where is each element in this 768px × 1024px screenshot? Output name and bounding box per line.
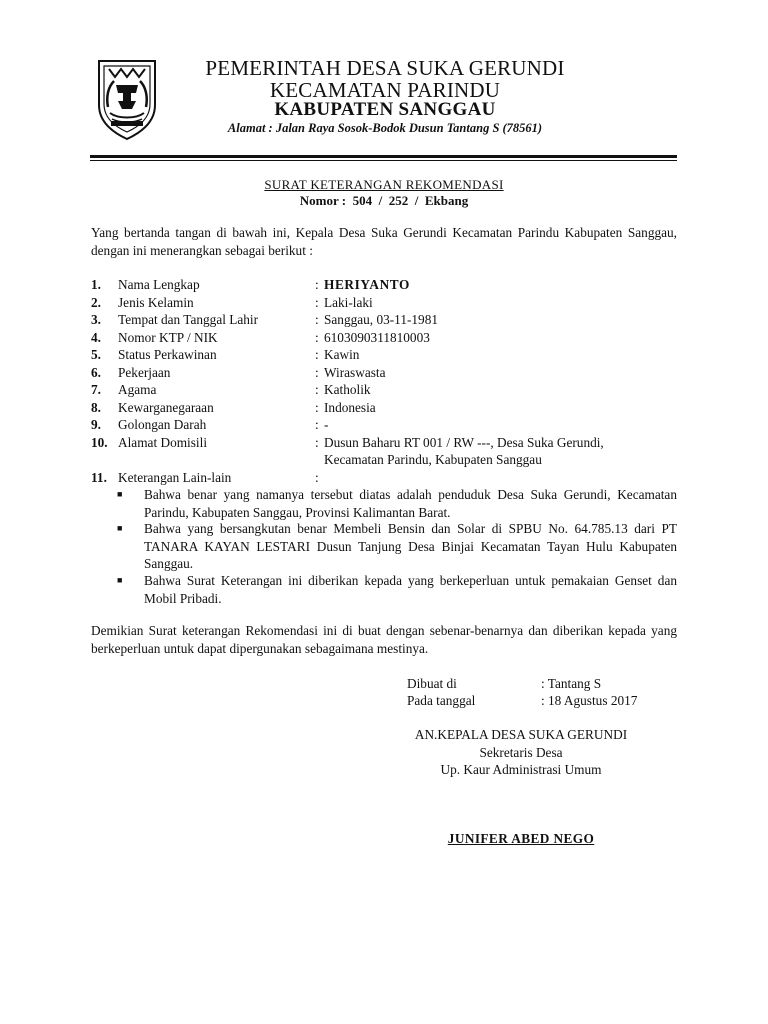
item-value: Indonesia <box>324 399 376 415</box>
item-value: - <box>324 417 329 432</box>
list-item <box>91 364 677 382</box>
item-label: Tempat dan Tanggal Lahir <box>118 312 259 327</box>
item-number: 3. <box>91 312 101 327</box>
item-colon: : <box>315 417 319 432</box>
list-item <box>91 434 677 469</box>
item-label: Keterangan Lain-lain <box>118 469 232 485</box>
bullet-text: Bahwa Surat Keterangan ini diberikan kepada yang berkeperluan untuk pemakaian Genset dan Mobil Pribadi. <box>144 573 677 606</box>
item-colon: : <box>315 294 319 310</box>
made-at-label: Dibuat di <box>407 676 457 691</box>
item-colon: : <box>315 382 319 397</box>
item-label: Jenis Kelamin <box>118 294 194 310</box>
signer-name: JUNIFER ABED NEGO <box>447 831 595 846</box>
item-value: Dusun Baharu RT 001 / RW ---, Desa Suka Gerundi, <box>324 434 604 450</box>
item-colon: : <box>315 434 319 450</box>
item-label: Status Perkawinan <box>118 347 217 362</box>
item-value-line2: Kecamatan Parindu, Kabupaten Sanggau <box>324 452 542 467</box>
list-item <box>91 469 677 487</box>
made-at-row <box>407 675 602 693</box>
list-item <box>91 294 677 312</box>
bullet-text: Bahwa benar yang namanya tersebut diatas adalah penduduk Desa Suka Gerundi, Kecamatan Parindu, Kabupaten Sanggau, Provinsi Kalimantan Barat. <box>144 487 677 520</box>
item-label: Golongan Darah <box>118 417 207 432</box>
on-behalf-title: AN.KEPALA DESA SUKA GERUNDI <box>414 727 628 742</box>
item-number: 1. <box>91 277 101 292</box>
item-number: 4. <box>91 329 101 345</box>
header-divider-thick <box>90 155 677 158</box>
letterhead-address: Alamat : Jalan Raya Sosok-Bodok Dusun Tantang S (78561) <box>227 121 543 135</box>
list-item <box>91 416 677 434</box>
item-value: Kawin <box>324 347 360 362</box>
header-divider-thin <box>90 160 677 161</box>
bullet-square-icon: ■ <box>117 523 123 533</box>
item-colon: : <box>315 347 319 362</box>
date-label: Pada tanggal <box>407 693 476 708</box>
item-label: Alamat Domisili <box>118 434 208 450</box>
item-number: 9. <box>91 417 101 432</box>
list-item <box>91 381 677 399</box>
item-label: Nomor KTP / NIK <box>118 329 218 345</box>
letterhead-government: PEMERINTAH DESA SUKA GERUNDI <box>205 56 565 80</box>
item-number: 8. <box>91 399 101 415</box>
date-value: : 18 Agustus 2017 <box>541 693 638 708</box>
item-value-name: HERIYANTO <box>324 277 410 292</box>
bullet-square-icon: ■ <box>117 575 123 585</box>
letterhead-regency: KABUPATEN SANGGAU <box>274 99 496 120</box>
item-number: 5. <box>91 347 101 362</box>
item-label: Kewarganegaraan <box>118 399 214 415</box>
item-value: Wiraswasta <box>324 364 386 380</box>
item-colon: : <box>315 277 319 292</box>
item-colon: : <box>315 312 319 327</box>
list-item <box>91 276 677 294</box>
letterhead-district: KECAMATAN PARINDU <box>269 78 501 102</box>
item-label: Agama <box>118 382 157 397</box>
letter-number: Nomor : 504 / 252 / Ekbang <box>299 193 469 208</box>
item-value: Laki-laki <box>324 294 373 310</box>
item-number: 2. <box>91 294 101 310</box>
item-colon: : <box>315 399 319 415</box>
item-colon: : <box>315 469 319 485</box>
bullet-text: Bahwa yang bersangkutan benar Membeli Bensin dan Solar di SPBU No. 64.785.13 dari PT TANARA KAYAN LESTARI Dusun Tanjung Desa Binjai Kecamatan Tayan Hulu Kabupaten Sanggau. <box>144 521 677 571</box>
item-number: 6. <box>91 364 101 380</box>
made-at-value: : Tantang S <box>541 676 602 691</box>
item-colon: : <box>315 364 319 380</box>
letter-title: SURAT KETERANGAN REKOMENDASI <box>264 177 504 192</box>
item-colon: : <box>315 329 319 345</box>
list-item <box>91 329 677 347</box>
bullet-square-icon: ■ <box>117 489 123 499</box>
item-value: 6103090311810003 <box>324 329 430 345</box>
list-item <box>91 311 677 329</box>
signer-position: Sekretaris Desa <box>479 745 563 760</box>
item-label: Pekerjaan <box>118 364 171 380</box>
item-number: 11. <box>91 469 107 485</box>
signer-unit: Up. Kaur Administrasi Umum <box>440 762 602 777</box>
item-label: Nama Lengkap <box>118 277 200 292</box>
list-item <box>91 399 677 417</box>
list-item <box>91 346 677 364</box>
regency-emblem-icon <box>94 57 160 141</box>
item-value: Katholik <box>324 382 371 397</box>
item-number: 10. <box>91 434 108 450</box>
item-number: 7. <box>91 382 101 397</box>
intro-paragraph: Yang bertanda tangan di bawah ini, Kepala Desa Suka Gerundi Kecamatan Parindu Kabupaten Sanggau, dengan ini menerangkan sebagai berikut : <box>91 225 677 258</box>
item-value: Sanggau, 03-11-1981 <box>324 312 438 327</box>
closing-paragraph: Demikian Surat keterangan Rekomendasi ini di buat dengan sebenar-benarnya dan diberikan kepada yang berkeperluan untuk dapat dipergunakan sebagaimana mestinya. <box>91 623 677 656</box>
date-row <box>407 692 638 710</box>
